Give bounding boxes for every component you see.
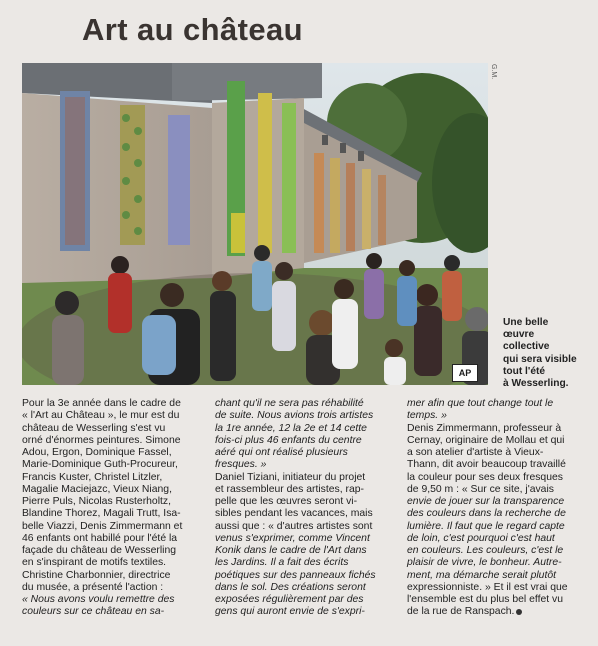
article-column-2 [215,398,391,619]
article-column-1 [22,398,198,619]
text-line: la 1re année, 12 la 2e et 14 cette [215,422,367,434]
text-line: aéré qui ont réalisé plusieurs [215,447,348,458]
text-line: Francis Kuster, Christel Litzler, [22,471,163,483]
photo-caption [503,317,595,390]
text-line: « Nous avons voulu remettre des [22,594,175,605]
photo-credit: G.M. [490,64,497,80]
text-line: château de Wesserling s'est vu [22,422,166,434]
text-line: couleurs sur ce château en sa- [22,606,165,618]
text-line: ment, ma démarche serait plutôt [407,569,557,581]
text-line: fois-ci plus 46 enfants du centre [215,434,362,446]
text-line: de la rue de Ranspach. [407,606,515,618]
text-line-last [407,606,583,618]
text-line: aussi que : « d'autres artistes sont [215,520,373,532]
caption-line: tout l'été [503,365,546,377]
text-line: l'ensemble est du plus bel effet vu [407,594,564,605]
text-line: Magalie Maciejazc, Vieux Niang, [22,483,172,495]
text-line: façade du château de Wesserling [22,545,177,556]
ap-logo: AP [452,364,478,382]
caption-line: œuvre [503,329,535,341]
chateau-photo-illustration [22,63,488,385]
text-line: de loin, c'est pourquoi c'est haut [407,532,555,544]
article-column-3 [407,398,583,619]
text-line: Pierre Puls, Nicolas Rusterholtz, [22,496,171,507]
text-line: de 9,50 m : « Sur ce site, j'avais [407,483,554,495]
text-line: du musée, a présenté l'action : [22,581,164,593]
caption-line: collective [503,341,550,353]
text-line: Marie-Dominique Guth-Procureur, [22,459,178,471]
text-line: belle Viazzi, Denis Zimmermann et [22,520,183,532]
text-line: fresques. » [215,459,267,471]
caption-line: à Wesserling. [503,378,569,390]
text-line: Daniel Tiziani, initiateur du projet [215,471,366,483]
text-line: les Jardins. Il a fait des écrits [215,557,349,569]
text-line: Adou, Ergon, Dominique Fassel, [22,447,172,458]
end-of-article-bullet-icon [516,609,522,615]
text-line: chant qu'il ne sera pas réhabilité [215,398,364,409]
text-line: et rassembleur des artistes, rap- [215,483,364,495]
text-line: orné d'énormes peintures. Simone [22,434,181,446]
text-line: exposées régulièrement par des [215,594,364,605]
text-line: « l'Art au Château », le mur est du [22,410,180,422]
text-line: Konik dans le cadre de l'Art dans [215,545,367,556]
text-line: a son atelier d'artiste à Vieux- [407,447,544,458]
chateau-photo [22,63,488,385]
text-line: gens qui auront envie de s'expri- [215,606,365,618]
caption-line: Une belle [503,317,549,328]
text-line: Cernay, originaire de Mollau et qui [407,434,565,446]
caption-line: qui sera visible [503,353,577,365]
text-line: des couleurs dans la recherche de [407,508,566,520]
text-line: Thann, dit avoir beaucoup travaillé [407,459,566,471]
text-line: venus s'exprimer, comme Vincent [215,532,370,544]
text-line: dans le sol. Des créations seront [215,581,366,593]
text-line: temps. » [407,410,447,422]
text-line: Christine Charbonnier, directrice [22,569,171,581]
text-line: Blandine Thorez, Magali Trutt, Isa- [22,508,181,520]
text-line: expressionniste. » Et il est vrai que [407,581,568,593]
text-line: de suite. Nous avions trois artistes [215,410,374,422]
text-line: 46 enfants ont habillé pour l'été la [22,532,178,544]
text-line: Denis Zimmermann, professeur à [407,422,562,434]
text-line: mer afin que tout change tout le [407,398,554,409]
text-line: sibles pendant les vacances, mais [215,508,373,520]
text-line: envie de jouer sur la transparence [407,496,565,507]
text-line: en s'inspirant de motifs textiles. [22,557,167,569]
text-line: pelle que les œuvres seront vi- [215,496,358,507]
text-line: plaisir de vivre, le bonheur. Autre- [407,557,562,569]
text-line: lumière. Il faut que le regard capte [407,520,565,532]
text-line: Pour la 3e année dans le cadre de [22,398,181,409]
text-line: la couleur pour ses deux fresques [407,471,563,483]
headline: Art au château [82,12,303,47]
text-line: en couleurs. Les couleurs, c'est le [407,545,564,556]
text-line: poétiques sur des panneaux fichés [215,569,376,581]
